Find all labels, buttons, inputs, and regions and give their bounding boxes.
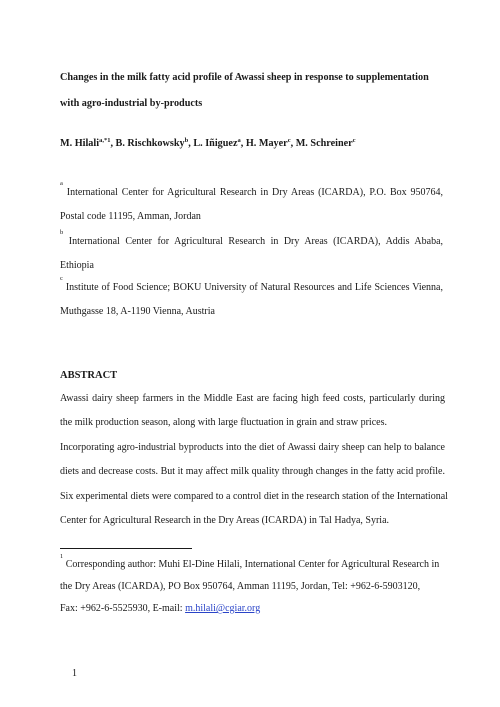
footnote-sup: 1 [60,553,64,560]
affiliation-b [60,230,443,278]
abstract-line: the milk production season, along with large fluctuation in grain and straw prices. [60,417,387,429]
footnote-text: Fax: +962-6-5525930, E-mail: [60,603,186,614]
affiliation-c [60,276,443,324]
abstract-heading: ABSTRACT [60,370,118,381]
author-name: M. Hilali [60,138,100,149]
author-name: M. Schreiner [295,138,353,149]
author-sup: a,*1 [99,137,111,144]
abstract-line: Incorporating agro-industrial byproducts into the diet of Awassi dairy sheep can help to balance [60,441,445,453]
affiliation-sup: c [60,275,63,282]
footnote-line [60,554,445,576]
author-name: L. Iñiguez [193,138,238,149]
affiliation-text: International Center for Agricultural Research in Dry Areas (ICARDA), P.O. Box 950764, Postal code 11195, Amman, Jordan [60,187,443,222]
affiliation-sup: a [60,180,63,187]
affiliation-text: International Center for Agricultural Research in Dry Areas (ICARDA), Addis Ababa, Ethiopia [60,236,444,271]
email-link[interactable]: m.hilali@cgiar.org [185,603,261,614]
author-sup: c [352,137,356,144]
footnote-line: the Dry Areas (ICARDA), PO Box 950764, Amman 11195, Jordan, Tel: +962-6-5903120, [60,581,421,592]
footnote [60,554,445,620]
affiliation-a [60,181,443,229]
affiliation-sup: b [60,229,64,236]
footnote-text: Corresponding author: Muhi El-Dine Hilali, International Center for Agricultural Research in [65,559,440,570]
abstract-line: diets and decrease costs. But it may affect milk quality through changes in the fatty acid profile. [60,466,445,478]
author-name: B. Rischkowsky [115,138,185,149]
author-sup: c [287,137,291,144]
abstract-line: Six experimental diets were compared to a control diet in the research station of the International [60,490,448,502]
footnote-line [60,598,445,620]
abstract-line: Center for Agricultural Research in the Dry Areas (ICARDA) in Tal Hadya, Syria. [60,515,390,527]
author-sup: b [184,137,189,144]
author-sup: a [237,137,241,144]
author-list: M. Hilali$^{a,*1}$, B. Rischkowsky$^b$, L. Iñiguez$^a$, H. Mayer$^c$, M. Schreiner$^c$ [60,137,356,149]
affiliation-text: Institute of Food Science; BOKU University of Natural Resources and Life Sciences Vienna, Muthgasse 18, A-1190 Vienna, Austria [60,282,443,317]
author-name: H. Mayer [245,138,288,149]
abstract-line: Awassi dairy sheep farmers in the Middle East are facing high feed costs, particularly during [60,393,445,404]
page-number: 1 [72,668,77,679]
abstract-body [60,387,448,533]
footnote-divider [60,548,192,549]
paper-title: Changes in the milk fatty acid profile of Awassi sheep in response to supplementation with agro-industrial by-products [60,72,429,109]
